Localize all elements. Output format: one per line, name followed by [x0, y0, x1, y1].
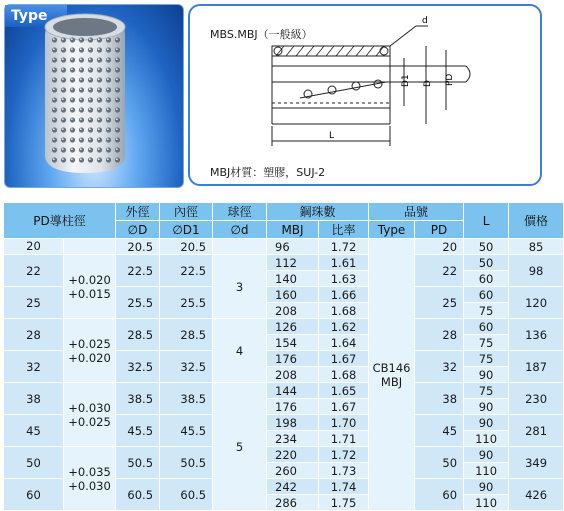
mbj-cell: 154 [267, 335, 319, 351]
table-row [4, 383, 564, 399]
table-row [4, 447, 564, 463]
mbj-cell: 160 [267, 287, 319, 303]
dim-label-D: D [423, 80, 433, 87]
dim-label-PD: PD [445, 73, 455, 86]
l-cell: 90 [464, 447, 509, 463]
mbj-cell: 126 [267, 319, 319, 335]
outer-d-cell: 25.5 [116, 287, 160, 319]
price-cell: 98 [509, 255, 564, 287]
product-photo-panel [4, 4, 184, 188]
inner-d1-cell: 50.5 [160, 447, 213, 479]
mbj-cell: 198 [267, 415, 319, 431]
table-row [4, 239, 564, 255]
outer-d-cell: 20.5 [116, 239, 160, 255]
inner-d1-cell: 25.5 [160, 287, 213, 319]
mbj-cell: 234 [267, 431, 319, 447]
ratio-cell: 1.74 [319, 479, 369, 495]
model-pd-cell: 60 [415, 479, 464, 511]
header-ball-symbol: ∅d [213, 221, 267, 239]
l-cell: 75 [464, 303, 509, 319]
inner-d1-cell: 32.5 [160, 351, 213, 383]
ratio-cell: 1.73 [319, 463, 369, 479]
diagram-title: MBS.MBJ（一般級） [210, 28, 313, 41]
inner-d1-cell: 45.5 [160, 415, 213, 447]
inner-d1-cell: 60.5 [160, 479, 213, 511]
model-pd-cell: 38 [415, 383, 464, 415]
diagram-panel [188, 4, 542, 186]
header-outer-diameter: 外徑 [116, 203, 160, 221]
mbj-cell: 144 [267, 383, 319, 399]
inner-d1-cell: 20.5 [160, 239, 213, 255]
ratio-cell: 1.70 [319, 415, 369, 431]
header-pd-diameter: PD導柱徑 [4, 203, 116, 239]
l-cell: 60 [464, 271, 509, 287]
ball-cell: 5 [213, 383, 267, 511]
pd-cell: 45 [4, 415, 64, 447]
pd-cell: 50 [4, 447, 64, 479]
ball-cell: 4 [213, 319, 267, 383]
mbj-cell: 286 [267, 495, 319, 511]
mbj-cell: 96 [267, 239, 319, 255]
dim-label-d: d [422, 16, 428, 26]
spec-table [3, 202, 564, 511]
material-note: MBJ材質：塑膠，SUJ-2 [210, 166, 326, 179]
l-cell: 50 [464, 239, 509, 255]
ratio-cell: 1.65 [319, 383, 369, 399]
ratio-cell: 1.72 [319, 239, 369, 255]
price-cell: 349 [509, 447, 564, 479]
mbj-cell: 112 [267, 255, 319, 271]
header-mbj: MBJ [267, 221, 319, 239]
l-cell: 75 [464, 335, 509, 351]
l-cell: 90 [464, 399, 509, 415]
pd-cell: 32 [4, 351, 64, 383]
header-ball-count: 鋼珠數 [267, 203, 369, 221]
ratio-cell: 1.64 [319, 335, 369, 351]
tolerance-cell [64, 447, 116, 511]
header-model: 品號 [369, 203, 464, 221]
tolerance-lower: +0.025 [68, 414, 111, 429]
pd-cell: 38 [4, 383, 64, 415]
mbj-cell: 176 [267, 399, 319, 415]
model-pd-cell: 28 [415, 319, 464, 351]
l-cell: 60 [464, 319, 509, 335]
ratio-cell: 1.71 [319, 431, 369, 447]
l-cell: 60 [464, 287, 509, 303]
tolerance-upper: +0.020 [68, 272, 111, 287]
ratio-cell: 1.75 [319, 495, 369, 511]
outer-d-cell: 38.5 [116, 383, 160, 415]
ratio-cell: 1.72 [319, 447, 369, 463]
type-tab: Type [5, 5, 67, 27]
outer-d-cell: 32.5 [116, 351, 160, 383]
model-pd-cell: 32 [415, 351, 464, 383]
mbj-cell: 208 [267, 303, 319, 319]
tolerance-upper: +0.030 [68, 400, 111, 415]
model-pd-cell: 25 [415, 287, 464, 319]
mbj-cell: 260 [267, 463, 319, 479]
outer-d-cell: 45.5 [116, 415, 160, 447]
model-pd-cell: 45 [415, 415, 464, 447]
table-row [4, 319, 564, 335]
ratio-cell: 1.67 [319, 399, 369, 415]
header-ratio: 比率 [319, 221, 369, 239]
price-cell: 136 [509, 319, 564, 351]
ball-cell [213, 239, 267, 255]
l-cell: 75 [464, 383, 509, 399]
ratio-cell: 1.61 [319, 255, 369, 271]
l-cell: 110 [464, 463, 509, 479]
mbj-cell: 208 [267, 367, 319, 383]
header-inner-diameter: 內徑 [160, 203, 213, 221]
header-price: 價格 [509, 203, 564, 239]
type-cell [369, 239, 415, 511]
mbj-cell: 242 [267, 479, 319, 495]
ratio-cell: 1.67 [319, 351, 369, 367]
cross-section-diagram [190, 6, 540, 184]
outer-d-cell: 60.5 [116, 479, 160, 511]
l-cell: 110 [464, 495, 509, 511]
tolerance-cell [64, 239, 116, 255]
tolerance-lower: +0.020 [68, 350, 111, 365]
model-pd-cell: 20 [415, 239, 464, 255]
pd-cell: 28 [4, 319, 64, 351]
header-inner-symbol: ∅D1 [160, 221, 213, 239]
price-cell: 85 [509, 239, 564, 255]
mbj-cell: 176 [267, 351, 319, 367]
ball-cage-photo [5, 5, 183, 187]
tolerance-upper: +0.025 [68, 336, 111, 351]
l-cell: 90 [464, 367, 509, 383]
ratio-cell: 1.62 [319, 319, 369, 335]
mbj-cell: 220 [267, 447, 319, 463]
price-cell: 230 [509, 383, 564, 415]
outer-d-cell: 28.5 [116, 319, 160, 351]
tolerance-lower: +0.015 [68, 286, 111, 301]
outer-d-cell: 50.5 [116, 447, 160, 479]
tolerance-cell [64, 319, 116, 383]
mbj-cell: 140 [267, 271, 319, 287]
l-cell: 75 [464, 351, 509, 367]
pd-cell: 22 [4, 255, 64, 287]
price-cell: 120 [509, 287, 564, 319]
header-type: Type [369, 221, 415, 239]
l-cell: 50 [464, 255, 509, 271]
tolerance-cell [64, 255, 116, 319]
inner-d1-cell: 28.5 [160, 319, 213, 351]
dim-label-D1: D1 [401, 74, 411, 87]
ratio-cell: 1.68 [319, 367, 369, 383]
table-row [4, 255, 564, 271]
model-pd-cell: 50 [415, 447, 464, 479]
dim-label-L: L [329, 131, 335, 141]
l-cell: 90 [464, 479, 509, 495]
price-cell: 187 [509, 351, 564, 383]
pd-cell: 25 [4, 287, 64, 319]
tolerance-cell [64, 383, 116, 447]
inner-d1-cell: 22.5 [160, 255, 213, 287]
header-L: L [464, 203, 509, 239]
header-pd: PD [415, 221, 464, 239]
tolerance-upper: +0.035 [68, 464, 111, 479]
header-outer-symbol: ∅D [116, 221, 160, 239]
ratio-cell: 1.68 [319, 303, 369, 319]
l-cell: 110 [464, 431, 509, 447]
tolerance-lower: +0.030 [68, 478, 111, 493]
ball-cell: 3 [213, 255, 267, 319]
inner-d1-cell: 38.5 [160, 383, 213, 415]
ratio-cell: 1.66 [319, 287, 369, 303]
price-cell: 426 [509, 479, 564, 511]
pd-cell: 20 [4, 239, 64, 255]
type-value-line1: CB146 [372, 360, 411, 375]
header-ball-diameter: 球徑 [213, 203, 267, 221]
model-pd-cell: 22 [415, 255, 464, 287]
pd-cell: 60 [4, 479, 64, 511]
outer-d-cell: 22.5 [116, 255, 160, 287]
ratio-cell: 1.63 [319, 271, 369, 287]
l-cell: 90 [464, 415, 509, 431]
type-value-line2: MBJ [380, 374, 403, 389]
price-cell: 281 [509, 415, 564, 447]
